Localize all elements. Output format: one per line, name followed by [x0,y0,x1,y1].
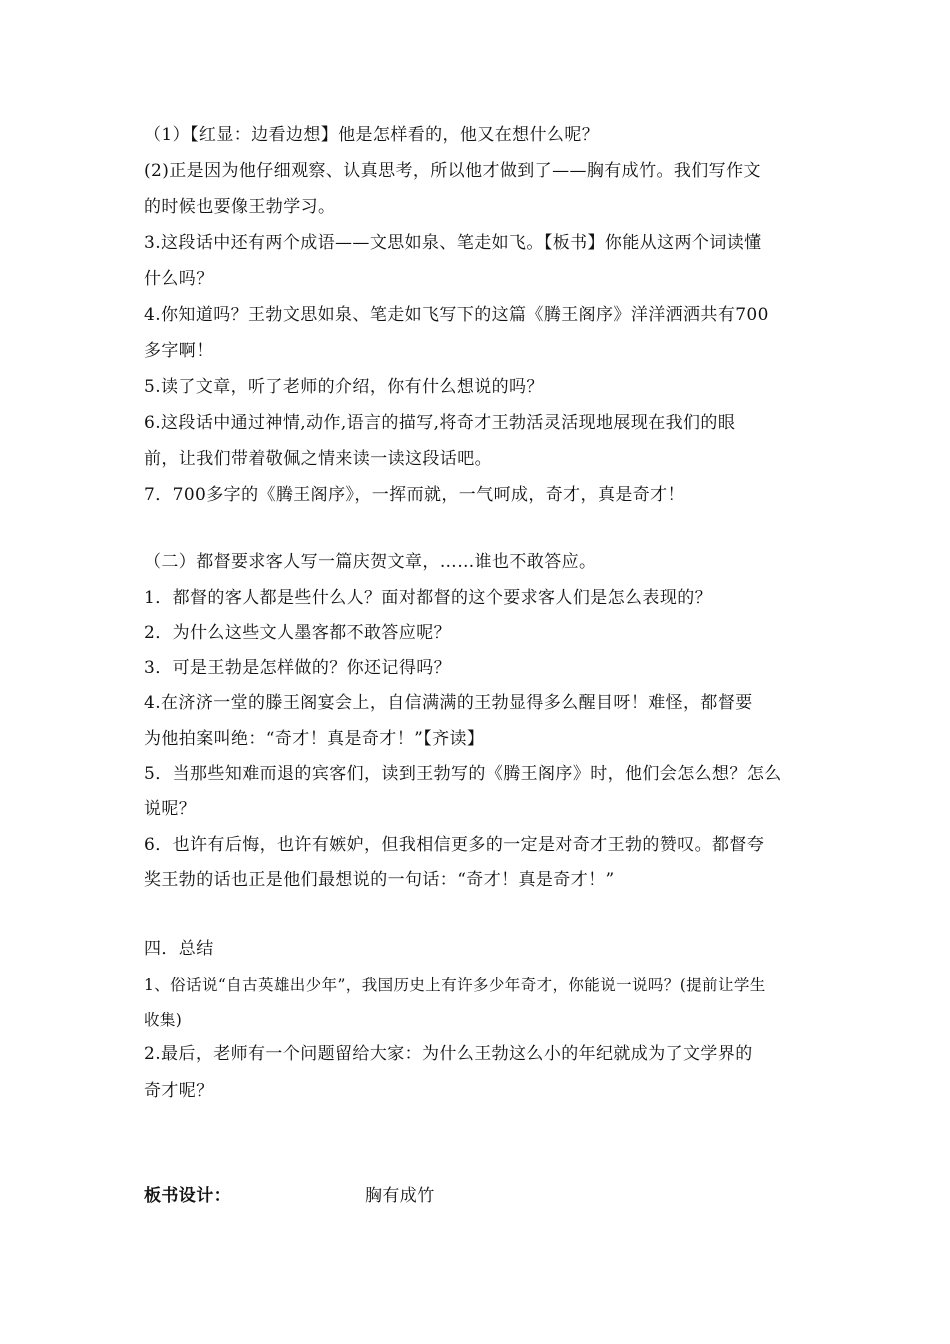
text-line: （1）【红显：边看边想】他是怎样看的，他又在想什么呢？ [144,125,600,145]
text-line: 6.这段话中通过神情,动作,语言的描写,将奇才王勃活灵活现地展现在我们的眼 [144,413,736,433]
text-line: 的时候也要像王勃学习。 [144,197,336,217]
board-design-label: 板书设计： [144,1186,231,1206]
text-line: 什么吗？ [144,269,214,289]
text-line: 收集) [144,1011,183,1029]
section-heading: 四．总结 [144,939,214,959]
text-line: 奇才呢？ [144,1081,214,1101]
text-line: 3．可是王勃是怎样做的？你还记得吗？ [144,658,452,678]
text-line: 5．当那些知难而退的宾客们，读到王勃写的《腾王阁序》时，他们会怎么想？怎么 [144,764,782,784]
text-line: 2．为什么这些文人墨客都不敢答应呢？ [144,623,452,643]
text-line: 4.你知道吗？王勃文思如泉、笔走如飞写下的这篇《腾王阁序》洋洋洒洒共有700 [144,305,769,325]
board-design-content: 胸有成竹 [365,1186,435,1206]
text-line: 多字啊！ [144,341,214,361]
text-line: 7．700多字的《腾王阁序》，一挥而就，一气呵成，奇才，真是奇才！ [144,485,685,505]
text-line: 说呢？ [144,799,197,819]
text-line: 为他拍案叫绝：“奇才！真是奇才！”【齐读】 [144,729,485,749]
text-line: 1．都督的客人都是些什么人？面对都督的这个要求客人们是怎么表现的？ [144,588,713,608]
text-line: 6．也许有后悔，也许有嫉妒，但我相信更多的一定是对奇才王勃的赞叹。都督夸 [144,835,765,855]
text-line: 奖王勃的话也正是他们最想说的一句话：“奇才！真是奇才！” [144,870,615,890]
text-line: 2.最后，老师有一个问题留给大家：为什么王勃这么小的年纪就成为了文学界的 [144,1044,753,1064]
text-line: 1、俗话说“自古英雄出少年”，我国历史上有许多少年奇才，你能说一说吗？(提前让学生 [144,976,766,994]
section-heading: （二）都督要求客人写一篇庆贺文章，……谁也不敢答应。 [144,552,597,572]
text-line: 5.读了文章，听了老师的介绍，你有什么想说的吗？ [144,377,544,397]
text-line: 4.在济济一堂的滕王阁宴会上，自信满满的王勃显得多么醒目呀！难怪，都督要 [144,693,753,713]
text-line: 前，让我们带着敬佩之情来读一读这段话吧。 [144,449,492,469]
text-line: (2)正是因为他仔细观察、认真思考，所以他才做到了——胸有成竹。我们写作文 [144,161,761,181]
text-line: 3.这段话中还有两个成语——文思如泉、笔走如飞。【板书】你能从这两个词读懂 [144,233,762,253]
